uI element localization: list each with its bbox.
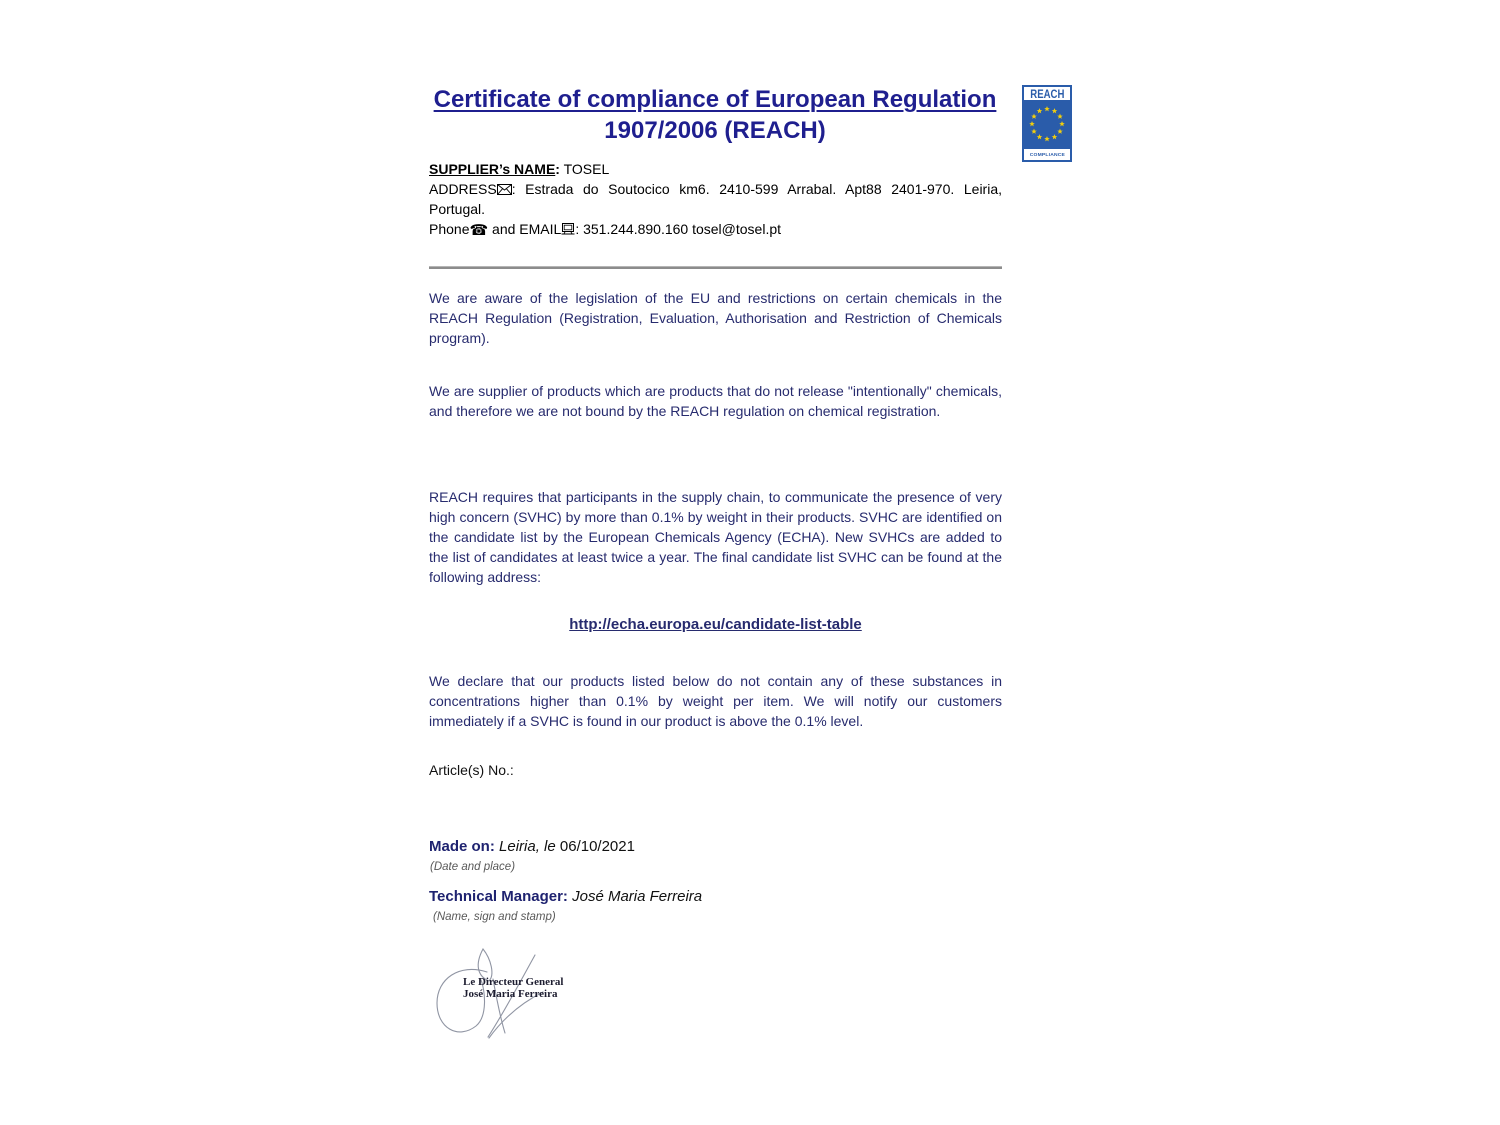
paragraph-aware: We are aware of the legislation of the EU and restrictions on certain chemicals in the REACH Regulation (Registration, Evaluation, Authorisation and Restriction of Chemicals program). xyxy=(429,290,1002,346)
made-on-label: Made on: xyxy=(429,838,495,855)
page-title xyxy=(391,84,1039,146)
technical-manager-label: Technical Manager: xyxy=(429,888,568,905)
stamp-line-1: Le Directeur General xyxy=(463,976,564,988)
computer-icon xyxy=(561,223,575,235)
supplier-name-line xyxy=(429,159,1002,179)
made-on-date: 06/10/2021 xyxy=(559,838,635,855)
technical-manager-value: José Maria Ferreira xyxy=(567,888,703,905)
reach-logo-footer xyxy=(1024,149,1070,160)
paragraph-declare: We declare that our products listed below do not contain any of these substances in concentrations higher than 0.1% by weight per item. We will notify our customers immediately if a SVHC is found in our product is above the 0.1% level. xyxy=(429,673,1002,729)
divider xyxy=(429,266,1002,269)
supplier-contact-line xyxy=(429,219,1002,241)
supplier-address-line xyxy=(429,179,1002,219)
supplier-name-label: SUPPLIER’s NAME xyxy=(429,161,556,177)
name-sign-stamp-caption: (Name, sign and stamp) xyxy=(433,911,556,923)
candidate-list-link[interactable]: http://echa.europa.eu/candidate-list-table xyxy=(569,616,862,633)
reach-logo-header-label: REACH xyxy=(1029,86,1065,101)
made-on-line xyxy=(429,838,635,855)
technical-manager-line xyxy=(429,888,702,905)
contact-value: : 351.244.890.160 tosel@tosel.pt xyxy=(575,221,782,237)
title-line-1: Certificate of compliance of European Regulation xyxy=(433,86,997,113)
reach-logo-header xyxy=(1024,87,1070,100)
supplier-name-value: TOSEL xyxy=(559,161,610,177)
email-label: and EMAIL xyxy=(488,221,562,237)
signature-scribble xyxy=(431,946,571,1058)
supplier-name-colon: : xyxy=(555,161,560,177)
paragraph-reach-requires: REACH requires that participants in the supply chain, to communicate the presence of very high concern (SVHC) by more than 0.1% by weight in their products. SVHC are identified on the candidate list by the European Chemicals Agency (ECHA). New SVHCs are added to the list of candidates at least twice a year. The final candidate list SVHC can be found at the following address: xyxy=(429,489,1002,585)
date-place-caption: (Date and place) xyxy=(430,861,516,873)
supplier-block xyxy=(429,159,1002,241)
director-stamp xyxy=(463,976,563,1000)
stamp-line-2: José Maria Ferreira xyxy=(463,988,558,1000)
reach-compliance-logo xyxy=(1022,85,1072,162)
envelope-icon xyxy=(497,184,512,195)
made-on-place: Leiria, le xyxy=(494,838,560,855)
title-line-2: 1907/2006 (REACH) xyxy=(604,117,826,144)
candidate-list-link-line xyxy=(429,616,1002,633)
address-label: ADDRESS xyxy=(429,181,497,197)
phone-label: Phone xyxy=(429,221,470,237)
reach-logo-footer-label: COMPLIANCE xyxy=(1029,151,1065,158)
address-value: : Estrada do Soutocico km6. 2410-599 Arrabal. Apt88 2401-970. Leiria, Portugal. xyxy=(429,181,1002,217)
paragraph-supplier: We are supplier of products which are products that do not release "intentionally" chemicals, and therefore we are not bound by the REACH regulation on chemical registration. xyxy=(429,383,1002,419)
telephone-icon: ☎ xyxy=(469,222,489,239)
article-number-line: Article(s) No.: xyxy=(429,762,514,778)
eu-stars-icon xyxy=(1024,100,1070,149)
